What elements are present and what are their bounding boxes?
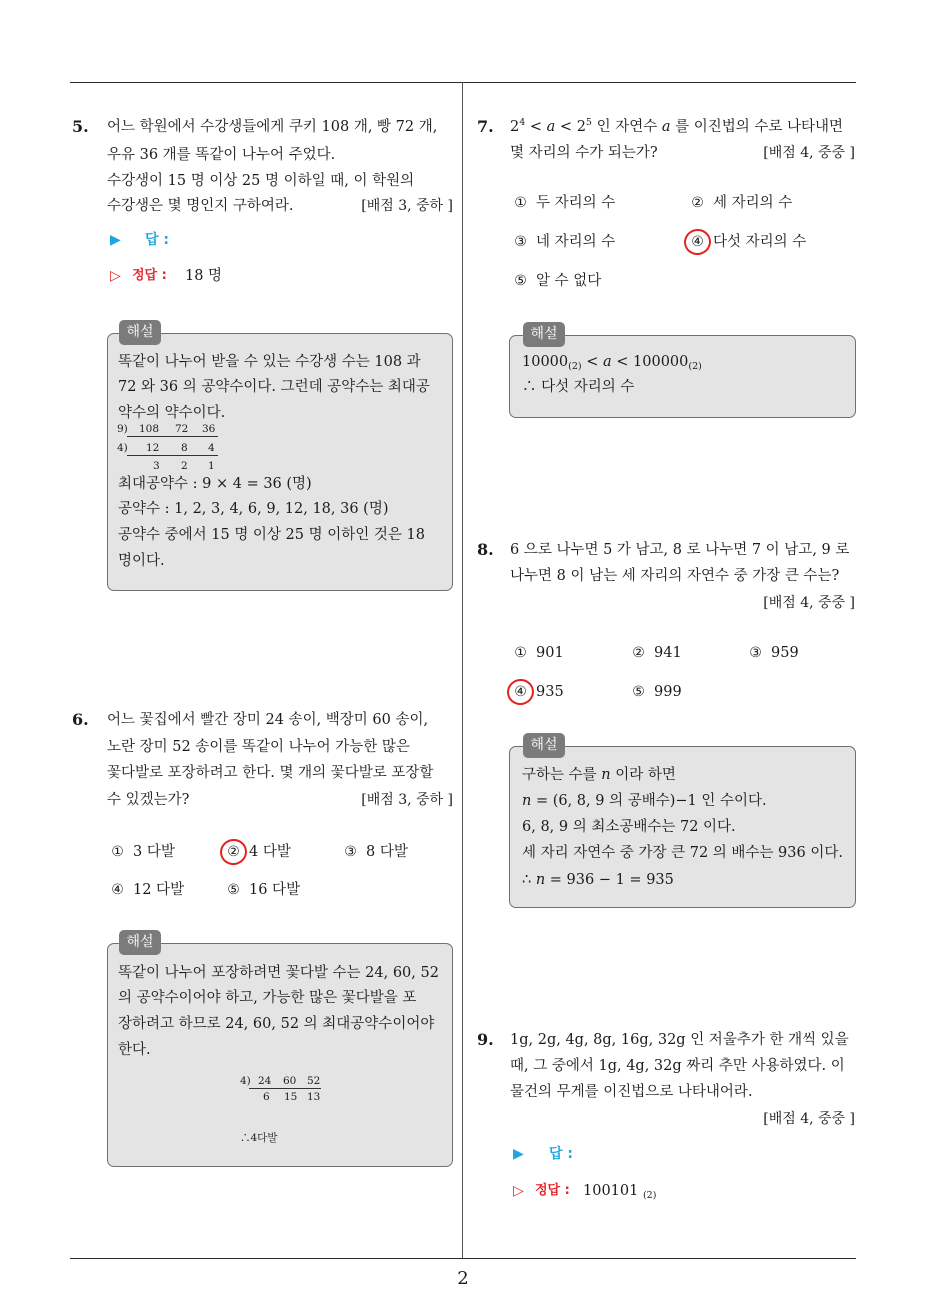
math-number: 10000	[522, 354, 569, 370]
correct-label: 정답 :	[132, 268, 167, 283]
choice-number: ⑤	[632, 684, 645, 700]
problem-text-line: 어느 학원에서 수강생들에게 쿠키 108 개, 빵 72 개,	[107, 119, 438, 135]
choice-text: 16 다발	[249, 882, 301, 898]
ladder-quotient: 1	[208, 460, 215, 472]
explanation-line: 한다.	[118, 1042, 151, 1058]
explanation-line: 공약수 : 1, 2, 3, 4, 6, 9, 12, 18, 36 (명)	[118, 501, 389, 517]
answer-mark-circle	[505, 676, 537, 707]
top-rule	[70, 82, 856, 83]
math-variable: a	[661, 119, 671, 135]
ladder-quotient: 13	[307, 1091, 321, 1103]
correct-value-number: 100101	[583, 1183, 639, 1199]
ladder-value: 12	[146, 442, 160, 454]
answer-mark-circle	[682, 226, 714, 257]
choice-number: ⑤	[514, 273, 527, 289]
choice-number: ⑤	[227, 882, 240, 898]
correct-label: 정답 :	[535, 1183, 570, 1198]
ladder-quotient: 2	[181, 460, 188, 472]
choice-text: 8 다발	[366, 844, 408, 860]
choice-option	[110, 880, 184, 900]
problem-text-line: 6 으로 나누면 5 가 남고, 8 로 나누면 7 이 남고, 9 로	[510, 542, 850, 558]
choice-text: 12 다발	[133, 882, 185, 898]
math-number: 100000	[633, 354, 689, 370]
choice-number: ②	[226, 842, 241, 862]
choice-number: ①	[111, 844, 124, 860]
ladder-quotient: 3	[153, 460, 160, 472]
score-tag: [배점 4, 중중 ]	[763, 145, 855, 161]
choice-option	[513, 232, 615, 252]
answer-pointer-icon	[513, 1144, 524, 1164]
choice-number: ④	[111, 882, 124, 898]
explanation-line	[522, 870, 674, 890]
explanation-line	[522, 352, 702, 372]
math-variable: n	[522, 793, 532, 809]
ladder-divisor: 9)	[117, 423, 128, 435]
ladder-quotient: 6	[263, 1091, 270, 1103]
math-operator: <	[616, 354, 629, 370]
ladder-underline	[127, 436, 218, 437]
text-segment: = (6, 8, 9 의 공배수)−1 인 수이다.	[535, 793, 767, 809]
math-base-subscript: (2)	[568, 361, 582, 372]
column-divider	[462, 82, 463, 1258]
choice-option	[631, 682, 682, 702]
choice-option	[226, 842, 291, 862]
problem-text-line: 나누면 8 이 남는 세 자리의 자연수 중 가장 큰 수는?	[510, 568, 840, 584]
correct-value: 18 명	[185, 268, 223, 284]
explanation-line	[522, 765, 676, 785]
ladder-value: 8	[181, 442, 188, 454]
text-segment: 를 이진법의 수로 나타내면	[675, 119, 843, 135]
explanation-line: 약수의 약수이다.	[118, 405, 226, 421]
problem-text-line: 1g, 2g, 4g, 8g, 16g, 32g 인 저울추가 한 개씩 있을	[510, 1032, 849, 1048]
choice-number: ④	[513, 682, 528, 702]
problem-text-line: 수 있겠는가?	[107, 792, 190, 808]
explanation-tab: 해설	[119, 320, 161, 345]
choice-text: 901	[536, 645, 564, 661]
choice-text: 네 자리의 수	[536, 234, 616, 250]
ladder-value: 60	[283, 1075, 297, 1087]
problem-text-line: 수강생은 몇 명인지 구하여라.	[107, 198, 294, 214]
explanation-line: 똑같이 나누어 받을 수 있는 수강생 수는 108 과	[118, 354, 421, 370]
ladder-value: 52	[307, 1075, 321, 1087]
math-operator: <	[586, 354, 599, 370]
answer-pointer-icon	[110, 230, 121, 250]
math-base: 2	[510, 119, 520, 135]
problem-text-line: 물건의 무게를 이진법으로 나타내어라.	[510, 1084, 753, 1100]
math-operator: <	[529, 119, 543, 135]
correct-pointer-icon	[513, 1181, 524, 1201]
choice-number: ①	[514, 195, 527, 211]
choice-number: ②	[632, 645, 645, 661]
explanation-line: 명이다.	[118, 553, 165, 569]
ladder-divisor: 4)	[240, 1075, 251, 1087]
problem-text-line: 어느 꽃집에서 빨간 장미 24 송이, 백장미 60 송이,	[107, 712, 429, 728]
math-variable: a	[546, 119, 556, 135]
page-number: 2	[457, 1268, 469, 1289]
explanation-tab: 해설	[523, 733, 565, 758]
answer-label: 답 :	[549, 1146, 573, 1162]
problem-text-line: 수강생이 15 명 이상 25 명 이하일 때, 이 학원의	[107, 173, 415, 189]
choice-text: 알 수 없다	[536, 273, 602, 289]
ladder-value: 72	[175, 423, 189, 435]
choice-text: 959	[771, 645, 799, 661]
correct-value	[583, 1181, 656, 1201]
math-operator: <	[559, 119, 573, 135]
text-segment: 구하는 수를	[522, 767, 597, 783]
ladder-quotient: 15	[284, 1091, 298, 1103]
choice-option	[690, 232, 806, 252]
choice-option	[690, 193, 792, 213]
math-exponent: 4	[519, 117, 526, 128]
choice-option	[110, 842, 175, 862]
score-tag: [배점 4, 중중 ]	[763, 1111, 855, 1127]
correct-pointer-icon	[110, 266, 121, 286]
choice-option	[631, 643, 682, 663]
choice-text: 두 자리의 수	[536, 195, 616, 211]
problem-text-line: 꽃다발로 포장하려고 한다. 몇 개의 꽃다발로 포장할	[107, 765, 434, 781]
explanation-line: ∴ 다섯 자리의 수	[522, 379, 635, 395]
ladder-value: 4	[208, 442, 215, 454]
math-variable: a	[602, 354, 612, 370]
choice-text: 다섯 자리의 수	[713, 234, 807, 250]
problem-text-line: 우유 36 개를 똑같이 나누어 주었다.	[107, 147, 336, 163]
choice-option	[343, 842, 408, 862]
explanation-line: 세 자리 자연수 중 가장 큰 72 의 배수는 936 이다.	[522, 845, 843, 861]
choice-number: ③	[749, 645, 762, 661]
choice-number: ②	[691, 195, 704, 211]
explanation-line: 72 와 36 의 공약수이다. 그런데 공약수는 최대공	[118, 379, 430, 395]
choice-option	[513, 193, 615, 213]
explanation-line	[522, 791, 767, 811]
choice-text: 999	[654, 684, 682, 700]
choice-number: ①	[514, 645, 527, 661]
score-tag: [배점 3, 중하 ]	[361, 198, 453, 214]
math-base: 2	[576, 119, 586, 135]
bottom-rule	[70, 1258, 856, 1259]
choice-number: ③	[514, 234, 527, 250]
ladder-underline	[249, 1088, 321, 1089]
problem-text-line: 몇 자리의 수가 되는가?	[510, 145, 658, 161]
problem-9-number: 9.	[477, 1030, 494, 1049]
ladder-value: 36	[202, 423, 216, 435]
score-tag: [배점 3, 중하 ]	[361, 792, 453, 808]
explanation-tab: 해설	[523, 322, 565, 347]
ladder-divisor: 4)	[117, 442, 128, 454]
ladder-underline	[127, 455, 218, 456]
explanation-line: 공약수 중에서 15 명 이상 25 명 이하인 것은 18	[118, 527, 425, 543]
correct-value-base: (2)	[642, 1190, 657, 1201]
math-base-subscript: (2)	[688, 361, 702, 372]
problem-7-number: 7.	[477, 117, 494, 136]
math-variable: n	[601, 767, 611, 783]
problem-5-number: 5.	[72, 117, 89, 136]
answer-label: 답 :	[145, 232, 169, 248]
choice-number: ④	[690, 232, 705, 252]
choice-text: 935	[536, 684, 564, 700]
choice-text: 세 자리의 수	[713, 195, 793, 211]
choice-number: ③	[344, 844, 357, 860]
ladder-value: 108	[139, 423, 160, 435]
choice-option	[748, 643, 799, 663]
explanation-conclusion: ∴4다발	[240, 1132, 278, 1144]
text-segment: 이라 하면	[615, 767, 676, 783]
choice-text: 4 다발	[249, 844, 291, 860]
score-tag: [배점 4, 중중 ]	[763, 595, 855, 611]
problem-6-number: 6.	[72, 710, 89, 729]
choice-option	[513, 271, 601, 291]
ladder-value: 24	[258, 1075, 272, 1087]
explanation-line: 6, 8, 9 의 최소공배수는 72 이다.	[522, 819, 736, 835]
math-variable: n	[535, 872, 546, 888]
choice-option	[513, 643, 564, 663]
explanation-line: 의 공약수이어야 하고, 가능한 많은 꽃다발을 포	[118, 990, 417, 1006]
problem-text-line: 때, 그 중에서 1g, 4g, 32g 짜리 추만 사용하였다. 이	[510, 1058, 845, 1074]
text-segment: 인 자연수	[596, 119, 658, 135]
choice-text: 3 다발	[133, 844, 175, 860]
problem-text-line: 노란 장미 52 송이를 똑같이 나누어 가능한 많은	[107, 739, 410, 755]
answer-mark-circle	[218, 836, 250, 867]
therefore-symbol: ∴	[522, 872, 532, 888]
problem-8-number: 8.	[477, 540, 494, 559]
choice-option	[226, 880, 300, 900]
explanation-line: 똑같이 나누어 포장하려면 꽃다발 수는 24, 60, 52	[118, 965, 439, 981]
choice-text: 941	[654, 645, 682, 661]
text-segment: = 936 − 1 = 935	[549, 872, 674, 888]
explanation-line: 장하려고 하므로 24, 60, 52 의 최대공약수이어야	[118, 1016, 435, 1032]
math-exponent: 5	[585, 117, 592, 128]
problem-text-line	[510, 117, 843, 137]
choice-option	[513, 682, 564, 702]
explanation-line: 최대공약수 : 9 × 4 = 36 (명)	[118, 476, 312, 492]
explanation-tab: 해설	[119, 930, 161, 955]
